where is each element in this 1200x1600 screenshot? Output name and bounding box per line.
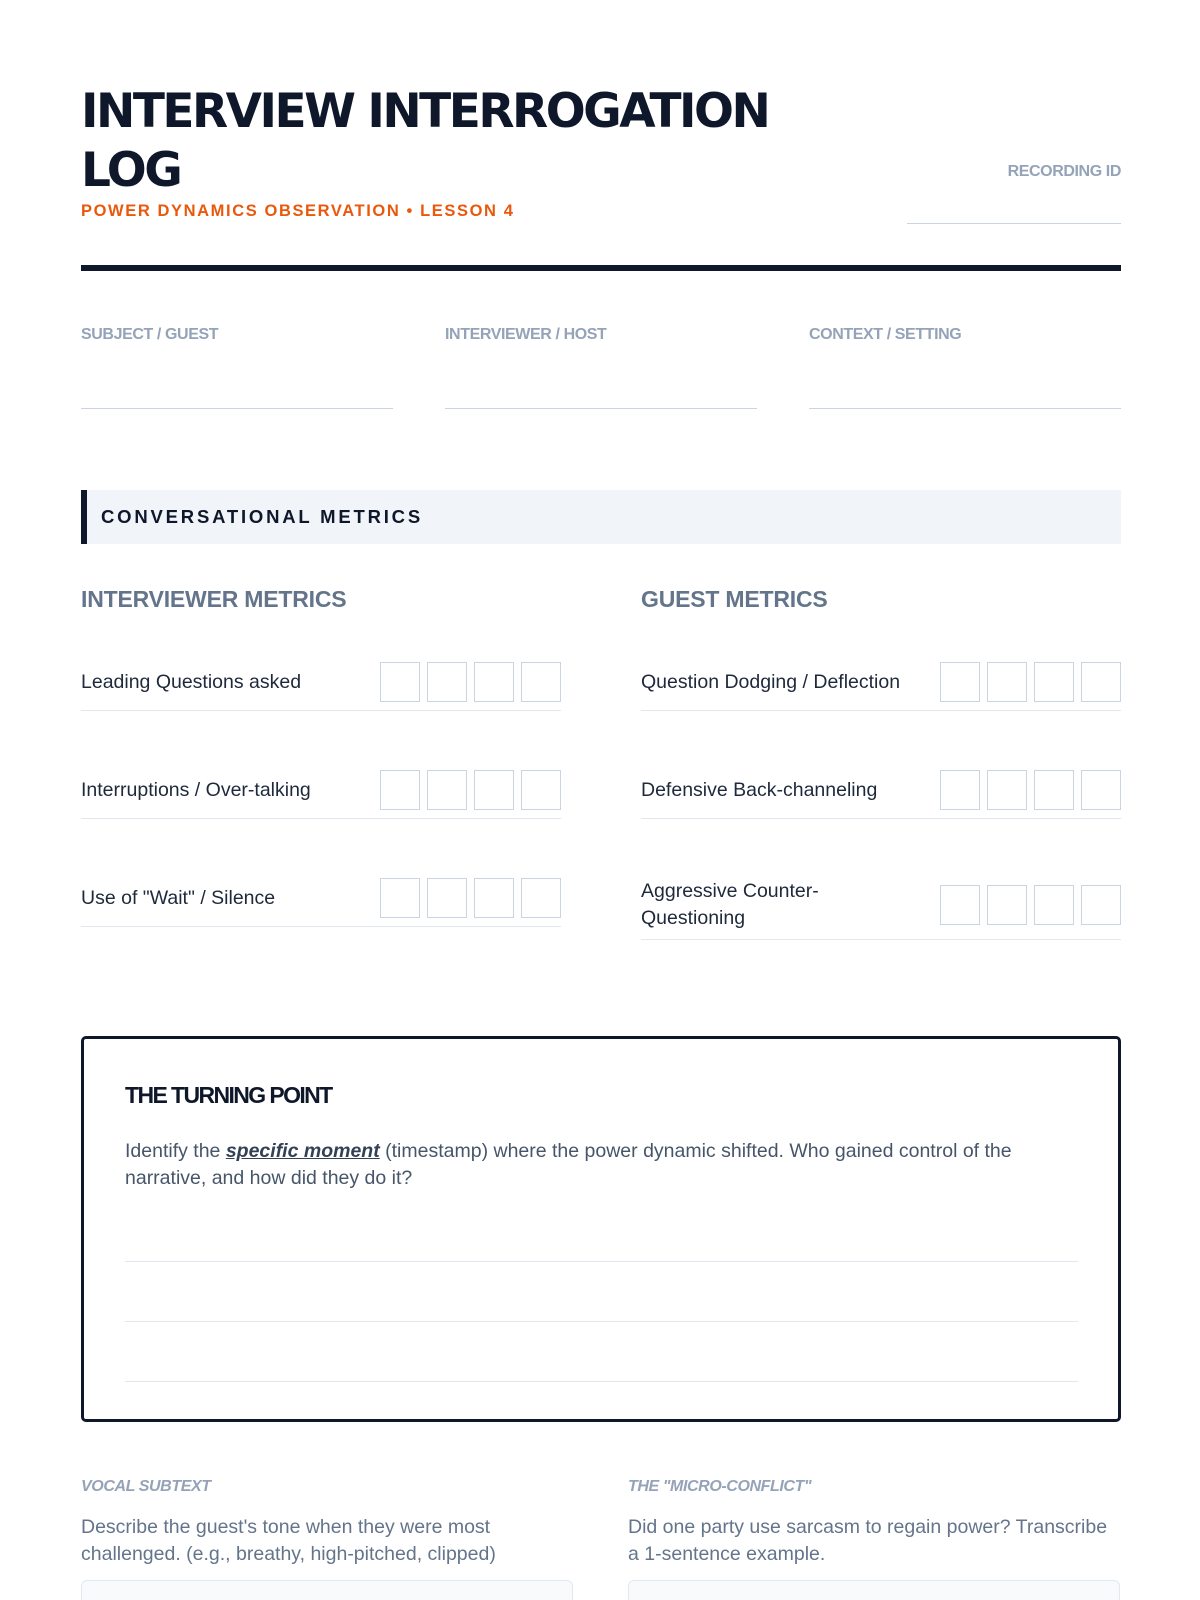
tally-box[interactable] xyxy=(940,885,980,925)
tally-box[interactable] xyxy=(427,878,467,918)
tally-box[interactable] xyxy=(474,662,514,702)
metric-label: Defensive Back-channeling xyxy=(641,778,878,801)
recording-id-label: RECORDING ID xyxy=(1007,163,1121,180)
micro-conflict-text: Did one party use sarcasm to regain power? Transcribe a 1-sentence example. xyxy=(628,1516,1108,1565)
micro-conflict-prompt xyxy=(628,1478,1120,1568)
tally-boxes xyxy=(380,770,561,810)
metric-label: Leading Questions asked xyxy=(81,670,302,693)
answer-line[interactable] xyxy=(125,1261,1078,1262)
metric-row xyxy=(81,762,561,819)
answer-line[interactable] xyxy=(125,1381,1078,1382)
tally-boxes xyxy=(940,662,1121,702)
context-setting-field xyxy=(809,326,1121,344)
answer-line[interactable] xyxy=(125,1321,1078,1322)
tally-box[interactable] xyxy=(380,662,420,702)
tally-box[interactable] xyxy=(521,770,561,810)
tally-box[interactable] xyxy=(427,662,467,702)
context-setting-label: CONTEXT / SETTING xyxy=(809,326,962,343)
interviewer-metrics-column xyxy=(81,586,561,909)
tally-box[interactable] xyxy=(987,662,1027,702)
tally-boxes xyxy=(940,770,1121,810)
tally-box[interactable] xyxy=(474,770,514,810)
metric-row xyxy=(81,654,561,711)
metric-row xyxy=(641,762,1121,819)
metric-label: Interruptions / Over-talking xyxy=(81,778,311,801)
tally-box[interactable] xyxy=(1081,770,1121,810)
tally-box[interactable] xyxy=(521,878,561,918)
micro-conflict-label: THE "MICRO-CONFLICT" xyxy=(628,1478,812,1495)
vocal-subtext-prompt xyxy=(81,1478,573,1568)
tally-box[interactable] xyxy=(987,885,1027,925)
guest-metrics-column xyxy=(641,586,1121,929)
subject-guest-field xyxy=(81,326,393,344)
tally-box[interactable] xyxy=(1081,885,1121,925)
metric-label: Question Dodging / Deflection xyxy=(641,670,901,693)
tally-box[interactable] xyxy=(1034,662,1074,702)
tally-boxes xyxy=(380,662,561,702)
metric-label: Aggressive Counter-Questioning xyxy=(641,879,819,929)
metric-row xyxy=(81,870,561,927)
tally-box[interactable] xyxy=(380,878,420,918)
turning-point-title: THE TURNING POINT xyxy=(125,1082,332,1108)
guest-metrics-heading: GUEST METRICS xyxy=(641,586,828,612)
section-title: CONVERSATIONAL METRICS xyxy=(101,506,423,527)
interviewer-metrics-heading: INTERVIEWER METRICS xyxy=(81,586,347,612)
instructions-text-start: Identify the xyxy=(125,1140,226,1162)
tally-boxes xyxy=(380,878,561,918)
context-setting-input-line[interactable] xyxy=(809,408,1121,409)
vocal-subtext-text: Describe the guest's tone when they were most challenged. (e.g., breathy, high-pitched, clipped) xyxy=(81,1516,496,1565)
recording-id-field[interactable] xyxy=(907,223,1121,224)
tally-box[interactable] xyxy=(427,770,467,810)
tally-box[interactable] xyxy=(940,662,980,702)
header-divider xyxy=(81,265,1121,271)
tally-box[interactable] xyxy=(380,770,420,810)
turning-point-instructions xyxy=(125,1138,1075,1192)
turning-point-card xyxy=(81,1036,1121,1422)
vocal-subtext-answer-box[interactable] xyxy=(81,1580,573,1600)
tally-box[interactable] xyxy=(1034,770,1074,810)
tally-boxes xyxy=(940,885,1121,925)
micro-conflict-answer-box[interactable] xyxy=(628,1580,1120,1600)
instructions-text-end: (timestamp) where the power dynamic shifted. Who gained control of the narrative, and how did they do it? xyxy=(125,1140,1012,1189)
section-header-conversational-metrics xyxy=(81,490,1121,544)
tally-box[interactable] xyxy=(987,770,1027,810)
tally-box[interactable] xyxy=(474,878,514,918)
interviewer-host-field xyxy=(445,326,757,344)
subject-guest-label: SUBJECT / GUEST xyxy=(81,326,219,343)
vocal-subtext-label: VOCAL SUBTEXT xyxy=(81,1478,211,1495)
page-subtitle: POWER DYNAMICS OBSERVATION • LESSON 4 xyxy=(81,202,515,220)
interviewer-host-label: INTERVIEWER / HOST xyxy=(445,326,607,343)
worksheet-page xyxy=(81,0,1121,1600)
page-title: INTERVIEW INTERROGATION LOG xyxy=(81,84,769,198)
interviewer-host-input-line[interactable] xyxy=(445,408,757,409)
metric-row xyxy=(641,654,1121,711)
instructions-emphasis: specific moment xyxy=(225,1140,380,1162)
tally-box[interactable] xyxy=(940,770,980,810)
tally-box[interactable] xyxy=(1034,885,1074,925)
metric-label: Use of "Wait" / Silence xyxy=(81,886,276,909)
metric-row xyxy=(641,870,1121,940)
tally-box[interactable] xyxy=(1081,662,1121,702)
subject-guest-input-line[interactable] xyxy=(81,408,393,409)
tally-box[interactable] xyxy=(521,662,561,702)
